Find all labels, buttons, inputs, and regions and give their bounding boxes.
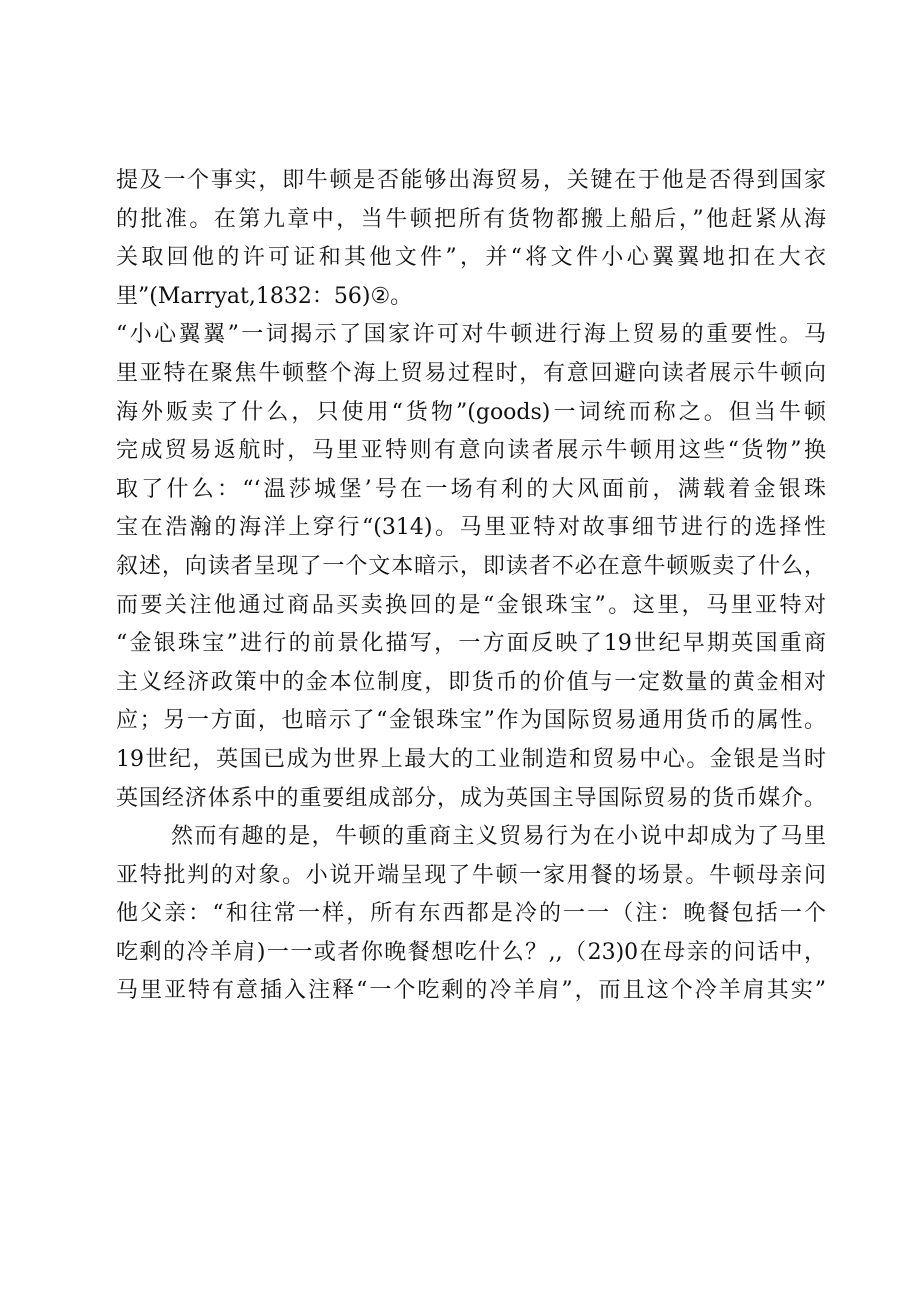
text-line: 关取回他的许可证和其他文件”，并“将文件小心翼翼地扣在大衣 [116,245,826,271]
text-line: 而要关注他通过商品买卖换回的是“金银珠宝”。这里，马里亚特对 [116,592,826,618]
text-line: 他父亲：“和往常一样，所有东西都是冷的一一（注：晚餐包括一个 [116,901,826,927]
text-line: 取了什么：“‘温莎城堡’号在一场有利的大风面前，满载着金银珠 [116,476,826,502]
text-line: 里亚特在聚焦牛顿整个海上贸易过程时，有意回避向读者展示牛顿向 [116,360,826,386]
text-line: 里”(Marryat,1832：56)②。 [116,283,413,309]
text-line: 叙述，向读者呈现了一个文本暗示，即读者不必在意牛顿贩卖了什么， [116,553,826,579]
text-line: 主义经济政策中的金本位制度，即货币的价值与一定数量的黄金相对 [116,669,826,695]
text-line: 亚特批判的对象。小说开端呈现了牛顿一家用餐的场景。牛顿母亲问 [116,862,826,888]
text-line: 宝在浩瀚的海洋上穿行“(314)。马里亚特对故事细节进行的选择性 [116,515,826,541]
text-line: “小心翼翼”一词揭示了国家许可对牛顿进行海上贸易的重要性。马 [116,322,826,348]
body-text [116,162,826,1011]
text-line: 的批准。在第九章中，当牛顿把所有货物都搬上船后，”他赶紧从海 [116,206,826,232]
text-line: 英国经济体系中的重要组成部分，成为英国主导国际贸易的货币媒介。 [116,785,826,811]
text-line: 应；另一方面，也暗示了“金银珠宝”作为国际贸易通用货币的属性。 [116,708,826,734]
text-line: 海外贩卖了什么，只使用“货物”(goods)一词统而称之。但当牛顿 [116,399,826,425]
text-line: 19世纪，英国已成为世界上最大的工业制造和贸易中心。金银是当时 [116,746,826,772]
text-line: 吃剩的冷羊肩)一一或者你晚餐想吃什么？,,（23)0在母亲的问话中， [116,939,826,965]
text-line: 完成贸易返航时，马里亚特则有意向读者展示牛顿用这些“货物”换 [116,438,826,464]
text-line: 提及一个事实，即牛顿是否能够出海贸易，关键在于他是否得到国家 [116,168,826,193]
text-line: 然而有趣的是，牛顿的重商主义贸易行为在小说中却成为了马里 [171,824,826,850]
text-line: “金银珠宝”进行的前景化描写，一方面反映了19世纪早期英国重商 [116,631,826,657]
text-line: 马里亚特有意插入注释“一个吃剩的冷羊肩”，而且这个冷羊肩其实” [116,978,826,1004]
